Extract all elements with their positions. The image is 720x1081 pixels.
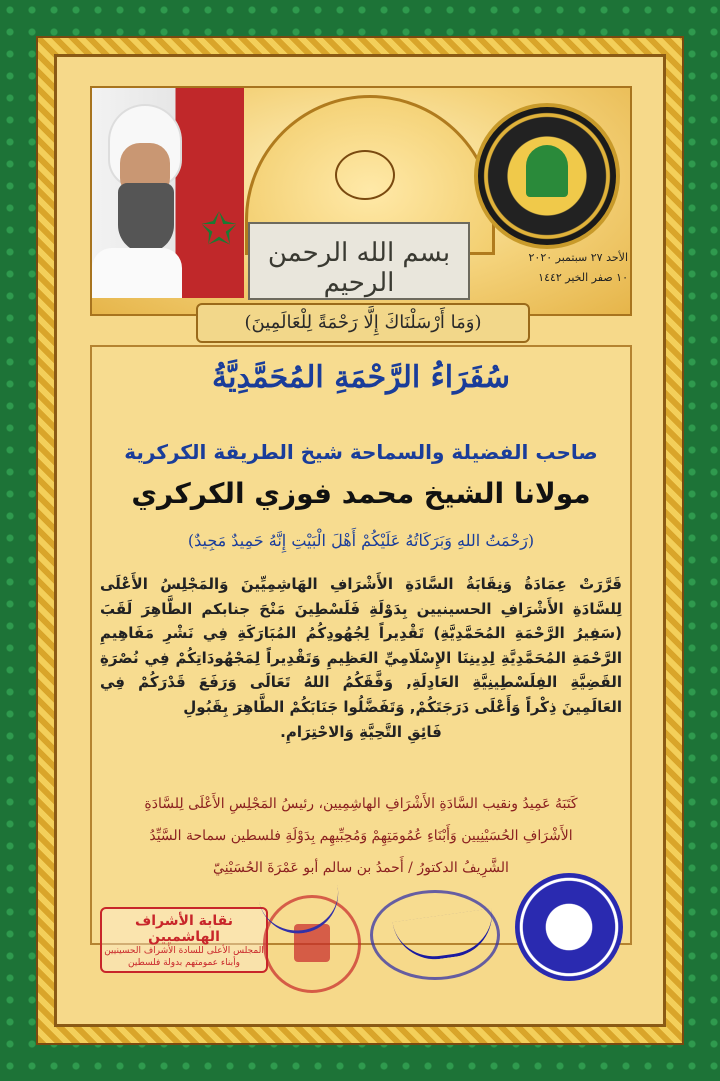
red-rectangular-stamp — [100, 907, 268, 973]
red-stamp-line-2: وأبناء عمومتهم بدولة فلسطين — [128, 958, 240, 968]
recipient-name: مولانا الشيخ محمد فوزي الكركري — [131, 477, 591, 510]
gregorian-date: الأحد ٢٧ سبتمبر ٢٠٢٠ — [528, 251, 628, 264]
blue-round-seal-icon — [515, 873, 623, 981]
body-closing: فَائِقِ التَّحِيَّةِ وَالاحْتِرَامِ. — [280, 722, 442, 741]
moroccan-flag-star-icon: ✩ — [200, 204, 238, 255]
robe — [92, 248, 182, 298]
hijri-date: ١٠ صفر الخير ١٤٤٢ — [538, 271, 628, 284]
dome-icon — [526, 145, 568, 197]
signatory-line-2: الأَشْرَافِ الحُسَيْنِيين وَأَبْنَاءِ عُمُومَتِهِمْ وَمُحِبِّيهِم بِدَوْلَةِ فلسطين سماحة السَّيِّدُ — [149, 828, 573, 844]
signatory-block — [100, 788, 622, 884]
date-block — [478, 248, 628, 288]
red-stamp-title: نقابة الأشراف الهاشميين — [135, 913, 233, 945]
beard — [118, 183, 174, 253]
body-paragraph: قَرَّرَتْ عِمَادَةُ وَنِقَابَةُ السَّادَةِ الأَشْرَافِ الهَاشِمِيِّينَ وَالمَجْلِسُ الأَعْلَى لِلسَّادَةِ الأَشْرَافِ الحسينيين بِدَوْلَةِ فَلَسْطِينَ مَنْحَ جنابكم الطَّاهِرَ لَقَبَ (سَفِيرُ الرَّحْمَةِ المُحَمَّدِيَّةِ) تَقْدِيراً لِجُهُودِكُمُ المُبَارَكَةِ فِي نَشْرِ مَفَاهِيمِ الرَّحْمَةِ المُحَمَّدِيَّةِ لِدِينِنَا الإِسْلَامِيِّ العَظِيمِ وَتَقْدِيراً لِمَجْهُودَاتِكُمْ فِي نُصْرَةِ القَضِيَّةِ الفِلَسْطِينِيَّةِ العَادِلَةِ, وَفَّقَكُمُ اللهُ تَعَالَى وَرَفَعَ قَدْرَكُمْ فِي العَالَمِينَ ذِكْراً وَأَعْلَى دَرَجَتَكُمْ, وَتَفَضَّلُوا جَنَابَكُمْ الطَّاهِرَ بِقَبُولِ — [100, 575, 622, 716]
basmala-calligraphy — [248, 222, 470, 300]
tughra-emblem-icon — [335, 150, 395, 200]
basmala-text: بسم الله الرحمن الرحيم — [267, 238, 451, 298]
recipient-honorific: صاحب الفضيلة والسماحة شيخ الطريقة الكركرية — [124, 440, 598, 464]
certificate-body — [100, 572, 622, 744]
association-seal-icon — [474, 103, 620, 249]
signatory-line-3: الشَّرِيفُ الدكتورُ / أَحمدُ بن سالم أبو عَمْرَةَ الحُسَيْنِيّ — [213, 860, 509, 876]
red-stamp-line-1: المجلس الأعلى للسادة الأشراف الحسينيين — [104, 946, 264, 956]
sheikh-portrait — [92, 88, 244, 298]
quran-verse-banner: (وَمَا أَرْسَلْنَاكَ إِلَّا رَحْمَةً لِلْعَالَمِينَ) — [196, 303, 530, 343]
certificate-title: سُفَرَاءُ الرَّحْمَةِ المُحَمَّدِيَّةُ — [212, 360, 510, 395]
greeting-verse: (رَحْمَتُ اللهِ وَبَرَكَاتُهُ عَلَيْكُمْ أَهْلَ الْبَيْتِ إِنَّهُ حَمِيدٌ مَجِيدٌ) — [187, 531, 535, 550]
signatory-line-1: كَتَبَهُ عَمِيدُ ونقيب السَّادَةِ الأَشْرَافِ الهاشِمِيين، رئيسُ المَجْلِسِ الأَعْلَى لِلسَّادَةِ — [144, 796, 578, 812]
